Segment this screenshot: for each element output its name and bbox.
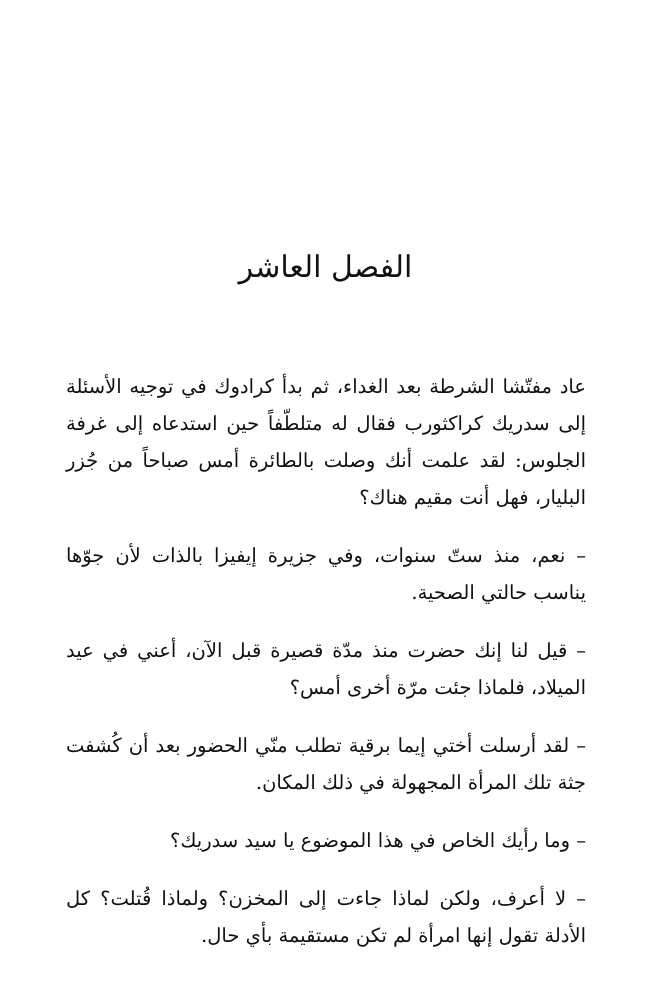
chapter-title: الفصل العاشر [238,250,413,285]
paragraph-dialogue-1: – نعم، منذ ستّ سنوات، وفي جزيرة إيفيزا بالذات لأن جوّها يناسب حالتي الصحية. [66,544,586,604]
paragraph-dialogue-3: – لقد أرسلت أختي إيما برقية تطلب منّي الحضور بعد أن كُشفت جثة تلك المرأة المجهولة في ذلك المكان. [66,734,586,794]
chapter-body [66,368,586,954]
paragraph-dialogue-2: – قيل لنا إنك حضرت منذ مدّة قصيرة قبل الآن، أعني في عيد الميلاد، فلماذا جئت مرّة أخرى أمس؟ [66,639,586,699]
paragraph-dialogue-4: – وما رأيك الخاص في هذا الموضوع يا سيد سدريك؟ [169,829,586,852]
paragraph-narration: عاد مفتّشا الشرطة بعد الغداء، ثم بدأ كرادوك في توجيه الأسئلة إلى سدريك كراكثورب فقال له متلطّفاً حين استدعاه إلى غرفة الجلوس: لقد علمت أنك وصلت بالطائرة أمس صباحاً من جُزر البليار، فهل أنت مقيم هناك؟ [66,375,586,509]
paragraph-dialogue-5: – لا أعرف، ولكن لماذا جاءت إلى المخزن؟ ولماذا قُتلت؟ كل الأدلة تقول إنها امرأة لم تكن مستقيمة بأي حال. [66,887,586,947]
